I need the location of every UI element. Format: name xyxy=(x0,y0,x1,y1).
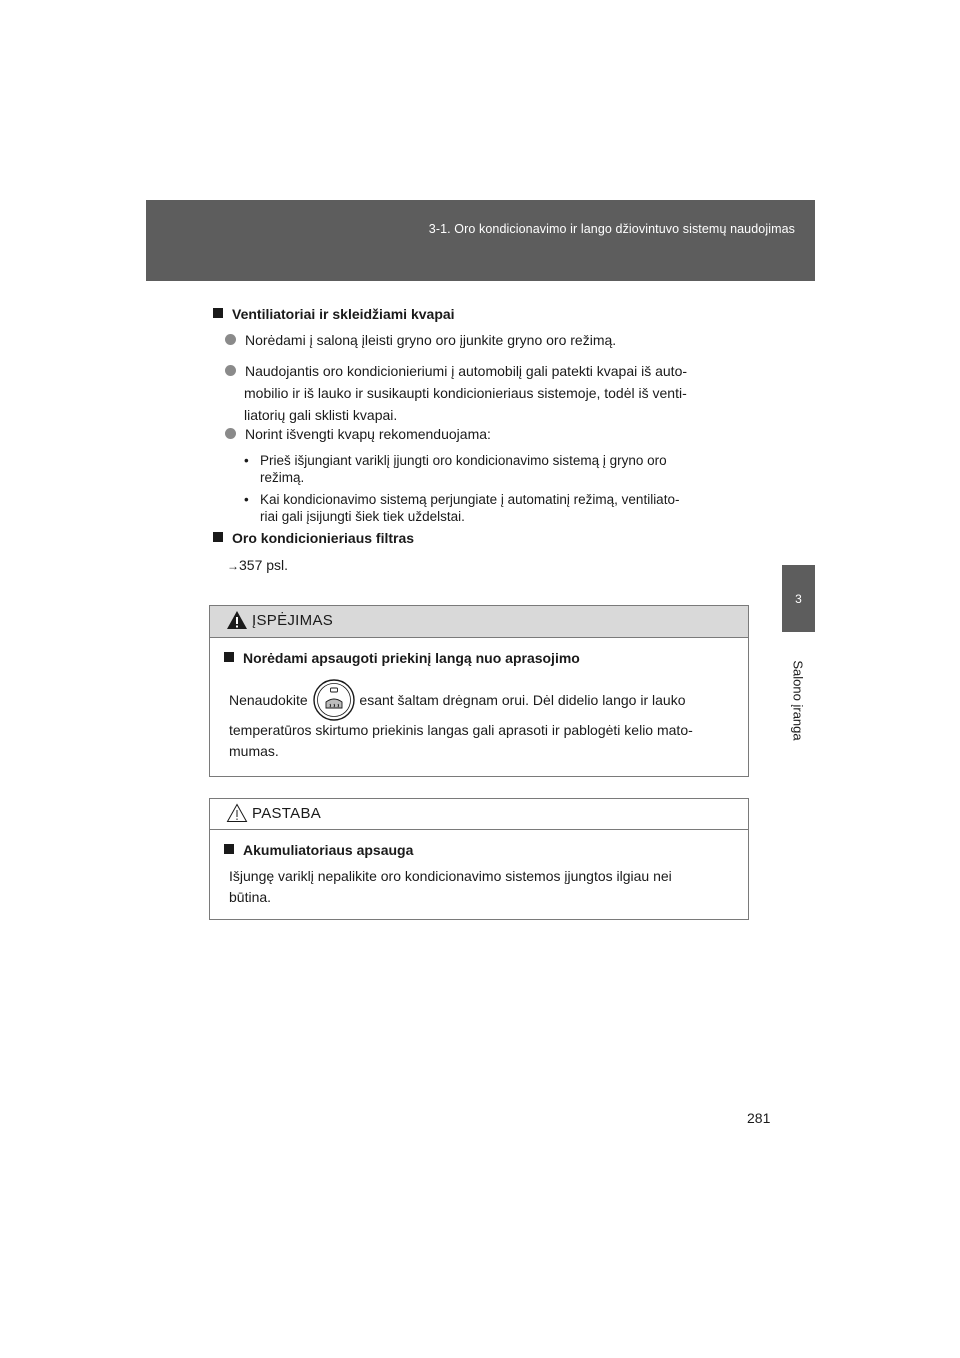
windshield-defogger-button-icon xyxy=(312,678,356,722)
section-heading xyxy=(213,306,455,322)
note-text-line: būtina. xyxy=(229,889,272,905)
warning-triangle-icon xyxy=(226,610,248,630)
note-text-line: Išjungę variklį nepalikite oro kondicionavimo sistemos įjungtos ilgiau nei xyxy=(229,868,672,884)
warning-text-line: Nenaudokite esant šaltam drėgnam orui. Dėl didelio lango ir lauko xyxy=(229,688,742,712)
chapter-label-container xyxy=(774,640,822,760)
section-heading-text: Oro kondicionieriaus filtras xyxy=(232,530,415,546)
round-bullet-icon xyxy=(225,365,236,376)
chapter-number: 3 xyxy=(795,591,802,606)
list-item: Norėdami į saloną įleisti gryno oro įjunkite gryno oro režimą. xyxy=(225,329,745,351)
note-header xyxy=(210,799,748,830)
sub-list-item: • Kai kondicionavimo sistemą perjungiate į automatinį režimą, ventiliato- riai gali įsijungti šiek tiek uždelstai. xyxy=(244,492,680,524)
sub-list-item: • Prieš išjungiant variklį įjungti oro kondicionavimo sistemą į gryno oro režimą. xyxy=(244,453,667,485)
note-box xyxy=(209,798,749,920)
note-title: PASTABA xyxy=(252,805,322,822)
warning-section-heading: Norėdami apsaugoti priekinį langą nuo aprasojimo xyxy=(224,650,580,666)
square-bullet-icon xyxy=(224,652,234,662)
warning-header xyxy=(210,606,748,638)
square-bullet-icon xyxy=(213,308,223,318)
arrow-right-icon: → xyxy=(227,559,239,573)
section-title: 3-1. Oro kondicionavimo ir lango džiovintuvo sistemų naudojimas xyxy=(428,222,795,236)
list-item: Naudojantis oro kondicionieriumi į automobilį gali patekti kvapai iš auto- mobilio ir iš lauko ir susikaupti kondicionieriaus sistemoje, todėl iš venti- liatorių gali sklisti kvapai. xyxy=(225,360,745,426)
square-bullet-icon xyxy=(224,844,234,854)
chapter-label: Salono įranga xyxy=(790,659,806,741)
note-section-heading: Akumuliatoriaus apsauga xyxy=(224,842,413,858)
warning-text-line: mumas. xyxy=(229,743,279,759)
warning-box xyxy=(209,605,749,777)
list-item: Norint išvengti kvapų rekomenduojama: xyxy=(225,423,745,445)
round-bullet-icon xyxy=(225,428,236,439)
chapter-tab xyxy=(782,565,815,632)
section-heading xyxy=(213,530,414,546)
page-number: 281 xyxy=(747,1110,771,1126)
warning-title: ĮSPĖJIMAS xyxy=(252,612,334,629)
page-reference[interactable]: →357 psl. xyxy=(227,557,289,573)
square-bullet-icon xyxy=(213,532,223,542)
caution-triangle-icon xyxy=(226,803,248,823)
section-heading-text: Ventiliatoriai ir skleidžiami kvapai xyxy=(232,306,455,322)
header-band xyxy=(146,200,815,281)
warning-text-line: temperatūros skirtumo priekinis langas gali aprasoti ir pablogėti kelio mato- xyxy=(229,722,693,738)
round-bullet-icon xyxy=(225,334,236,345)
